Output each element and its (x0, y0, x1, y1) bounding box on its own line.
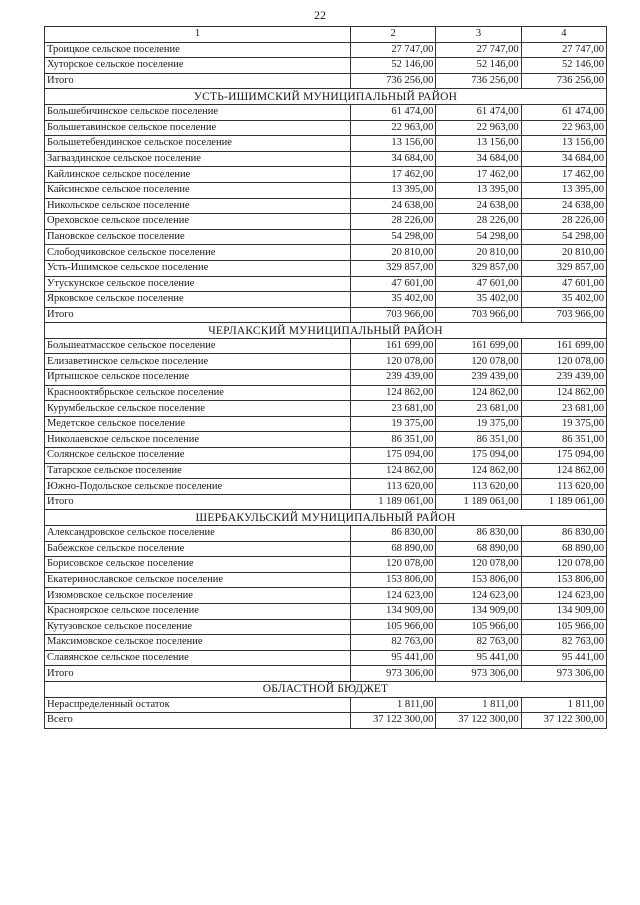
value-cell-col-2: 1 811,00 (351, 697, 436, 713)
value-cell-col-2: 105 966,00 (351, 619, 436, 635)
section-header-row (45, 510, 607, 526)
table-row (45, 198, 607, 214)
value-cell-col-2: 20 810,00 (351, 245, 436, 261)
table-row (45, 136, 607, 152)
value-cell-col-2: 95 441,00 (351, 650, 436, 666)
table-row (45, 463, 607, 479)
value-cell-col-3: 124 862,00 (436, 463, 521, 479)
row-name-cell: Итого (45, 73, 351, 89)
table-row (45, 151, 607, 167)
value-cell-col-4: 329 857,00 (521, 260, 606, 276)
value-cell-col-4: 68 890,00 (521, 541, 606, 557)
value-cell-col-2: 973 306,00 (351, 666, 436, 682)
value-cell-col-3: 52 146,00 (436, 58, 521, 74)
value-cell-col-3: 54 298,00 (436, 229, 521, 245)
value-cell-col-4: 703 966,00 (521, 307, 606, 323)
value-cell-col-3: 1 811,00 (436, 697, 521, 713)
value-cell-col-4: 124 862,00 (521, 385, 606, 401)
table-row (45, 292, 607, 308)
value-cell-col-2: 124 862,00 (351, 463, 436, 479)
value-cell-col-2: 703 966,00 (351, 307, 436, 323)
row-name-cell: Борисовское сельское поселение (45, 557, 351, 573)
total-row (45, 307, 607, 323)
row-name-cell: Краснооктябрьское сельское поселение (45, 385, 351, 401)
row-name-cell: Большетавинское сельское поселение (45, 120, 351, 136)
table-row (45, 479, 607, 495)
table-row (45, 245, 607, 261)
value-cell-col-2: 329 857,00 (351, 260, 436, 276)
value-cell-col-3: 86 830,00 (436, 526, 521, 542)
header-col-3: 3 (436, 27, 521, 43)
value-cell-col-3: 124 623,00 (436, 588, 521, 604)
table-row (45, 385, 607, 401)
value-cell-col-4: 82 763,00 (521, 635, 606, 651)
row-name-cell: Кайлинское сельское поселение (45, 167, 351, 183)
table-row (45, 526, 607, 542)
value-cell-col-2: 34 684,00 (351, 151, 436, 167)
value-cell-col-2: 54 298,00 (351, 229, 436, 245)
value-cell-col-2: 161 699,00 (351, 338, 436, 354)
value-cell-col-3: 175 094,00 (436, 448, 521, 464)
row-name-cell: Усть-Ишимское сельское поселение (45, 260, 351, 276)
value-cell-col-4: 37 122 300,00 (521, 713, 606, 729)
value-cell-col-2: 27 747,00 (351, 42, 436, 58)
value-cell-col-4: 86 351,00 (521, 432, 606, 448)
value-cell-col-3: 124 862,00 (436, 385, 521, 401)
table-row (45, 635, 607, 651)
row-name-cell: Пановское сельское поселение (45, 229, 351, 245)
table-row (45, 588, 607, 604)
value-cell-col-4: 20 810,00 (521, 245, 606, 261)
section-header-row (45, 323, 607, 339)
table-row (45, 557, 607, 573)
value-cell-col-4: 1 189 061,00 (521, 494, 606, 510)
table-row (45, 42, 607, 58)
section-title: ОБЛАСТНОЙ БЮДЖЕТ (45, 681, 607, 697)
value-cell-col-3: 13 395,00 (436, 182, 521, 198)
table-row (45, 448, 607, 464)
table-body (45, 27, 607, 729)
value-cell-col-3: 17 462,00 (436, 167, 521, 183)
value-cell-col-3: 1 189 061,00 (436, 494, 521, 510)
value-cell-col-4: 27 747,00 (521, 42, 606, 58)
total-row (45, 494, 607, 510)
row-name-cell: Елизаветинское сельское поселение (45, 354, 351, 370)
row-name-cell: Екатеринославское сельское поселение (45, 572, 351, 588)
value-cell-col-2: 82 763,00 (351, 635, 436, 651)
value-cell-col-4: 120 078,00 (521, 557, 606, 573)
table-row (45, 214, 607, 230)
value-cell-col-4: 22 963,00 (521, 120, 606, 136)
value-cell-col-2: 24 638,00 (351, 198, 436, 214)
value-cell-col-2: 35 402,00 (351, 292, 436, 308)
value-cell-col-4: 23 681,00 (521, 401, 606, 417)
value-cell-col-3: 24 638,00 (436, 198, 521, 214)
value-cell-col-4: 19 375,00 (521, 416, 606, 432)
value-cell-col-2: 28 226,00 (351, 214, 436, 230)
table-row (45, 650, 607, 666)
row-name-cell: Большетебендинское сельское поселение (45, 136, 351, 152)
value-cell-col-3: 47 601,00 (436, 276, 521, 292)
row-name-cell: Татарское сельское поселение (45, 463, 351, 479)
value-cell-col-3: 61 474,00 (436, 104, 521, 120)
header-col-4: 4 (521, 27, 606, 43)
value-cell-col-3: 82 763,00 (436, 635, 521, 651)
table-row (45, 572, 607, 588)
value-cell-col-3: 703 966,00 (436, 307, 521, 323)
table-row (45, 182, 607, 198)
value-cell-col-3: 134 909,00 (436, 603, 521, 619)
value-cell-col-3: 35 402,00 (436, 292, 521, 308)
value-cell-col-3: 105 966,00 (436, 619, 521, 635)
table-row (45, 58, 607, 74)
value-cell-col-3: 161 699,00 (436, 338, 521, 354)
value-cell-col-2: 61 474,00 (351, 104, 436, 120)
value-cell-col-2: 37 122 300,00 (351, 713, 436, 729)
row-name-cell: Троицкое сельское поселение (45, 42, 351, 58)
table-row (45, 432, 607, 448)
table-row (45, 167, 607, 183)
section-title: ШЕРБАКУЛЬСКИЙ МУНИЦИПАЛЬНЫЙ РАЙОН (45, 510, 607, 526)
value-cell-col-3: 736 256,00 (436, 73, 521, 89)
value-cell-col-2: 124 623,00 (351, 588, 436, 604)
section-header-row (45, 681, 607, 697)
value-cell-col-2: 68 890,00 (351, 541, 436, 557)
value-cell-col-2: 239 439,00 (351, 370, 436, 386)
header-col-2: 2 (351, 27, 436, 43)
value-cell-col-2: 19 375,00 (351, 416, 436, 432)
row-name-cell: Южно-Подольское сельское поселение (45, 479, 351, 495)
value-cell-col-2: 134 909,00 (351, 603, 436, 619)
table-row (45, 260, 607, 276)
value-cell-col-3: 120 078,00 (436, 557, 521, 573)
row-name-cell: Кутузовское сельское поселение (45, 619, 351, 635)
table-row (45, 276, 607, 292)
value-cell-col-4: 47 601,00 (521, 276, 606, 292)
row-name-cell: Итого (45, 494, 351, 510)
row-name-cell: Слободчиковское сельское поселение (45, 245, 351, 261)
table-row (45, 338, 607, 354)
value-cell-col-2: 1 189 061,00 (351, 494, 436, 510)
row-name-cell: Максимовское сельское поселение (45, 635, 351, 651)
value-cell-col-3: 120 078,00 (436, 354, 521, 370)
value-cell-col-2: 120 078,00 (351, 557, 436, 573)
value-cell-col-3: 28 226,00 (436, 214, 521, 230)
value-cell-col-2: 113 620,00 (351, 479, 436, 495)
value-cell-col-3: 27 747,00 (436, 42, 521, 58)
value-cell-col-4: 95 441,00 (521, 650, 606, 666)
value-cell-col-3: 34 684,00 (436, 151, 521, 167)
row-name-cell: Большеатмасское сельское поселение (45, 338, 351, 354)
row-name-cell: Красноярское сельское поселение (45, 603, 351, 619)
value-cell-col-2: 13 156,00 (351, 136, 436, 152)
value-cell-col-4: 34 684,00 (521, 151, 606, 167)
value-cell-col-2: 175 094,00 (351, 448, 436, 464)
value-cell-col-3: 19 375,00 (436, 416, 521, 432)
row-name-cell: Медетское сельское поселение (45, 416, 351, 432)
value-cell-col-4: 736 256,00 (521, 73, 606, 89)
section-header-row (45, 89, 607, 105)
table-row (45, 401, 607, 417)
value-cell-col-4: 105 966,00 (521, 619, 606, 635)
table-row (45, 370, 607, 386)
section-title: ЧЕРЛАКСКИЙ МУНИЦИПАЛЬНЫЙ РАЙОН (45, 323, 607, 339)
table-row (45, 619, 607, 635)
value-cell-col-2: 17 462,00 (351, 167, 436, 183)
row-name-cell: Курумбельское сельское поселение (45, 401, 351, 417)
budget-table (44, 26, 607, 729)
value-cell-col-4: 1 811,00 (521, 697, 606, 713)
value-cell-col-3: 113 620,00 (436, 479, 521, 495)
row-name-cell: Ореховское сельское поселение (45, 214, 351, 230)
value-cell-col-3: 22 963,00 (436, 120, 521, 136)
value-cell-col-4: 13 156,00 (521, 136, 606, 152)
value-cell-col-4: 124 623,00 (521, 588, 606, 604)
row-name-cell: Изюмовское сельское поселение (45, 588, 351, 604)
value-cell-col-2: 120 078,00 (351, 354, 436, 370)
value-cell-col-3: 153 806,00 (436, 572, 521, 588)
value-cell-col-2: 86 830,00 (351, 526, 436, 542)
row-name-cell: Александровское сельское поселение (45, 526, 351, 542)
value-cell-col-4: 13 395,00 (521, 182, 606, 198)
total-row (45, 73, 607, 89)
value-cell-col-3: 95 441,00 (436, 650, 521, 666)
row-name-cell: Славянское сельское поселение (45, 650, 351, 666)
value-cell-col-4: 52 146,00 (521, 58, 606, 74)
row-name-cell: Хуторское сельское поселение (45, 58, 351, 74)
value-cell-col-4: 24 638,00 (521, 198, 606, 214)
row-name-cell: Всего (45, 713, 351, 729)
value-cell-col-3: 13 156,00 (436, 136, 521, 152)
value-cell-col-2: 22 963,00 (351, 120, 436, 136)
value-cell-col-4: 28 226,00 (521, 214, 606, 230)
value-cell-col-4: 124 862,00 (521, 463, 606, 479)
row-name-cell: Итого (45, 307, 351, 323)
value-cell-col-4: 54 298,00 (521, 229, 606, 245)
row-name-cell: Никольское сельское поселение (45, 198, 351, 214)
table-row (45, 229, 607, 245)
value-cell-col-2: 13 395,00 (351, 182, 436, 198)
value-cell-col-4: 17 462,00 (521, 167, 606, 183)
value-cell-col-3: 329 857,00 (436, 260, 521, 276)
value-cell-col-4: 153 806,00 (521, 572, 606, 588)
value-cell-col-4: 134 909,00 (521, 603, 606, 619)
header-row (45, 27, 607, 43)
value-cell-col-3: 20 810,00 (436, 245, 521, 261)
value-cell-col-2: 23 681,00 (351, 401, 436, 417)
value-cell-col-2: 736 256,00 (351, 73, 436, 89)
value-cell-col-4: 113 620,00 (521, 479, 606, 495)
header-col-1: 1 (45, 27, 351, 43)
table-row (45, 541, 607, 557)
row-name-cell: Нераспределенный остаток (45, 697, 351, 713)
value-cell-col-2: 47 601,00 (351, 276, 436, 292)
value-cell-col-3: 973 306,00 (436, 666, 521, 682)
value-cell-col-4: 973 306,00 (521, 666, 606, 682)
value-cell-col-4: 161 699,00 (521, 338, 606, 354)
page-number: 22 (314, 8, 326, 22)
row-name-cell: Солянское сельское поселение (45, 448, 351, 464)
row-name-cell: Загваздинское сельское поселение (45, 151, 351, 167)
value-cell-col-3: 239 439,00 (436, 370, 521, 386)
section-title: УСТЬ-ИШИМСКИЙ МУНИЦИПАЛЬНЫЙ РАЙОН (45, 89, 607, 105)
value-cell-col-4: 175 094,00 (521, 448, 606, 464)
row-name-cell: Ярковское сельское поселение (45, 292, 351, 308)
row-name-cell: Большебичинское сельское поселение (45, 104, 351, 120)
table-row (45, 104, 607, 120)
value-cell-col-3: 23 681,00 (436, 401, 521, 417)
value-cell-col-3: 86 351,00 (436, 432, 521, 448)
total-row (45, 666, 607, 682)
total-row (45, 713, 607, 729)
value-cell-col-2: 52 146,00 (351, 58, 436, 74)
value-cell-col-3: 37 122 300,00 (436, 713, 521, 729)
row-name-cell: Николаевское сельское поселение (45, 432, 351, 448)
table-row (45, 603, 607, 619)
value-cell-col-4: 86 830,00 (521, 526, 606, 542)
row-name-cell: Бабежское сельское поселение (45, 541, 351, 557)
value-cell-col-2: 86 351,00 (351, 432, 436, 448)
row-name-cell: Итого (45, 666, 351, 682)
value-cell-col-2: 124 862,00 (351, 385, 436, 401)
table-row (45, 416, 607, 432)
table-row (45, 354, 607, 370)
value-cell-col-4: 35 402,00 (521, 292, 606, 308)
table-row (45, 697, 607, 713)
table-row (45, 120, 607, 136)
value-cell-col-2: 153 806,00 (351, 572, 436, 588)
value-cell-col-4: 61 474,00 (521, 104, 606, 120)
row-name-cell: Кайсинское сельское поселение (45, 182, 351, 198)
value-cell-col-3: 68 890,00 (436, 541, 521, 557)
value-cell-col-4: 120 078,00 (521, 354, 606, 370)
value-cell-col-4: 239 439,00 (521, 370, 606, 386)
row-name-cell: Утускунское сельское поселение (45, 276, 351, 292)
row-name-cell: Иртышское сельское поселение (45, 370, 351, 386)
